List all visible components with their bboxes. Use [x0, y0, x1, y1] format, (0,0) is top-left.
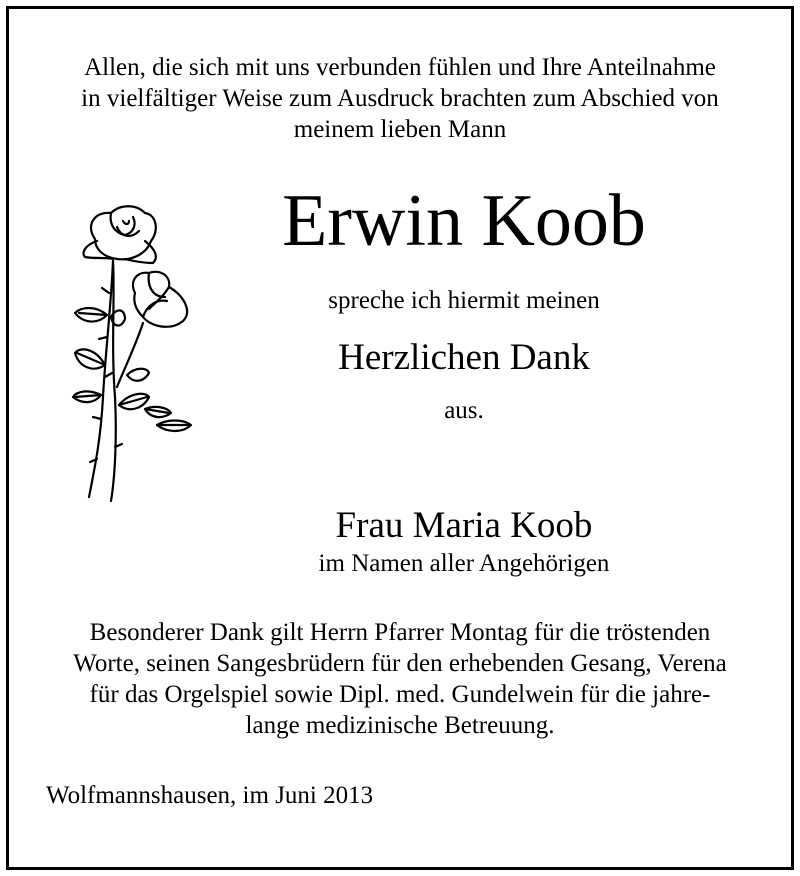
special-thanks-text [29, 617, 771, 741]
place-date: Wolfmannshausen, im Juni 2013 [46, 782, 374, 809]
signer-name: Frau Maria Koob [335, 505, 593, 546]
special-thanks-line: Worte, seinen Sangesbrüdern für den erhebenden Gesang, Verena [73, 650, 727, 677]
special-thanks-line: für das Orgelspiel sowie Dipl. med. Gundelwein für die jahre- [89, 681, 711, 708]
signer-subtitle: im Namen aller Angehörigen [318, 550, 610, 577]
thanks-phrase: spreche ich hiermit meinen [328, 287, 600, 314]
thanks-aus: aus. [444, 397, 484, 424]
intro-text [29, 52, 771, 145]
thanks-heading: Herzlichen Dank [338, 337, 590, 378]
intro-line: meinem lieben Mann [293, 116, 507, 143]
special-thanks-line: lange medizinische Betreuung. [245, 712, 555, 739]
deceased-name: Erwin Koob [282, 180, 646, 262]
rose-icon [55, 197, 205, 507]
intro-line: Allen, die sich mit uns verbunden fühlen und Ihre Anteilnahme [84, 54, 716, 81]
obituary-card [6, 6, 794, 870]
special-thanks-line: Besonderer Dank gilt Herrn Pfarrer Montag für die tröstenden [89, 619, 711, 646]
intro-line: in vielfältiger Weise zum Ausdruck brachten zum Abschied von [81, 85, 719, 112]
